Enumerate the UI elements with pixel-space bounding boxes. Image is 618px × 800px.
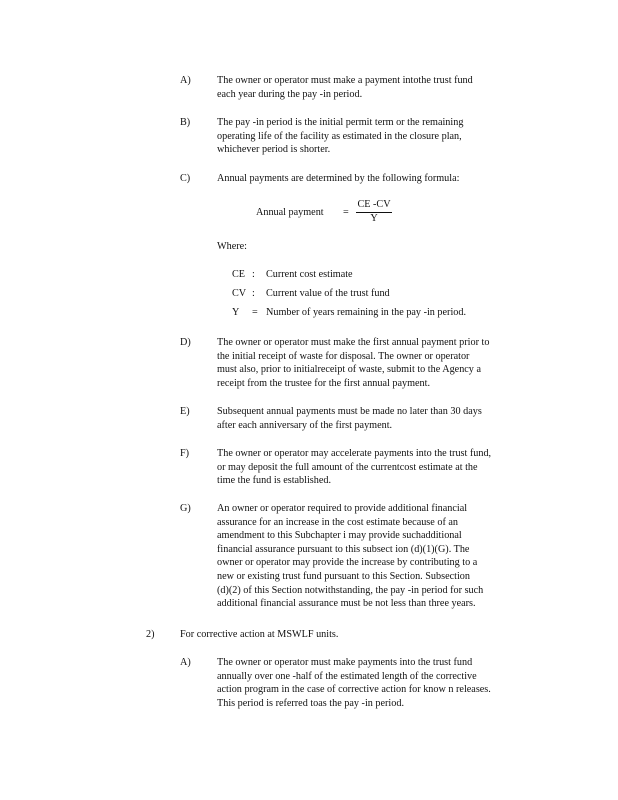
text-line: operating life of the facility as estimated in the closure plan, [217, 130, 462, 142]
definition-text: Current cost estimate [266, 269, 353, 280]
definition-separator: : [252, 288, 255, 299]
list-item [217, 116, 463, 157]
definition-row [232, 306, 532, 325]
text-line: each year during the pay -in period. [217, 88, 363, 100]
text-line: action program in the case of corrective action for know n releases. [217, 684, 491, 696]
text-line: (d)(2) of this Section notwithstanding, the pay -in period for such [217, 584, 484, 596]
formula-equals: = [343, 207, 349, 218]
list-item [217, 656, 491, 710]
definition-separator: = [252, 307, 258, 318]
formula-numerator: CE -CV [357, 199, 391, 210]
definition-symbol: CE [232, 269, 246, 280]
formula-label: Annual payment [256, 207, 324, 218]
text-line: financial assurance pursuant to this subsect ion (d)(1)(G). The [217, 543, 470, 555]
definition-symbol: CV [232, 288, 247, 299]
text-line: The owner or operator must make payments into the trust fund [217, 657, 473, 668]
item-marker: A) [180, 75, 191, 86]
item-marker: B) [180, 117, 191, 128]
list-item [217, 74, 473, 101]
definition-text: Number of years remaining in the pay -in period. [266, 307, 467, 318]
definition-row [232, 287, 532, 306]
text-line: or may deposit the full amount of the currentcost estimate at the [217, 461, 478, 473]
text-line: The owner or operator must make a payment intothe trust fund [217, 75, 473, 86]
item-marker: D) [180, 337, 191, 348]
text-line: owner or operator may provide the increase by contributing to a [217, 557, 478, 569]
list-item [217, 502, 483, 611]
item-marker: F) [180, 448, 190, 459]
text-line: The owner or operator may accelerate payments into the trust fund, [217, 448, 492, 459]
definition-symbol: Y [232, 307, 240, 318]
definition-text: Current value of the trust fund [266, 288, 390, 299]
item-marker: G) [180, 503, 191, 514]
definitions-list [232, 268, 532, 325]
item-marker: C) [180, 173, 191, 184]
item-marker: A) [180, 657, 191, 668]
list-item [217, 172, 459, 186]
where-label: Where: [217, 241, 247, 252]
text-line: The owner or operator must make the first annual payment prior to [217, 337, 490, 348]
text-line: after each anniversary of the first payment. [217, 419, 393, 431]
text-line: additional financial assurance must be not less than three years. [217, 598, 476, 610]
text-line: Annual payments are determined by the following formula: [217, 173, 460, 184]
text-line: This period is referred toas the pay -in period. [217, 697, 404, 709]
text-line: receipt from the trustee for the first annual payment. [217, 377, 431, 389]
definition-row [232, 268, 532, 287]
text-line: must also, prior to initialreceipt of waste, submit to the Agency a [217, 364, 481, 376]
section-marker: 2) [146, 629, 155, 640]
text-line: annually over one -half of the estimated length of the corrective [217, 670, 477, 682]
list-item [217, 336, 489, 390]
list-item [217, 405, 482, 432]
text-line: Subsequent annual payments must be made no later than 30 days [217, 406, 482, 417]
item-marker: E) [180, 406, 190, 417]
text-line: time the fund is established. [217, 475, 332, 487]
section-heading: For corrective action at MSWLF units. [180, 629, 339, 640]
list-item [217, 447, 491, 488]
text-line: An owner or operator required to provide additional financial [217, 503, 468, 514]
text-line: new or existing trust fund pursuant to this Section. Subsection [217, 570, 470, 582]
text-line: the initial receipt of waste for disposal. The owner or operator [217, 350, 470, 362]
text-line: The pay -in period is the initial permit term or the remaining [217, 117, 464, 128]
text-line: whichever period is shorter. [217, 144, 331, 156]
text-line: assurance for an increase in the cost estimate because of an [217, 516, 458, 528]
formula-denominator: Y [370, 213, 378, 224]
definition-separator: : [252, 269, 255, 280]
text-line: amendment to this Subchapter i may provide suchadditional [217, 530, 462, 542]
